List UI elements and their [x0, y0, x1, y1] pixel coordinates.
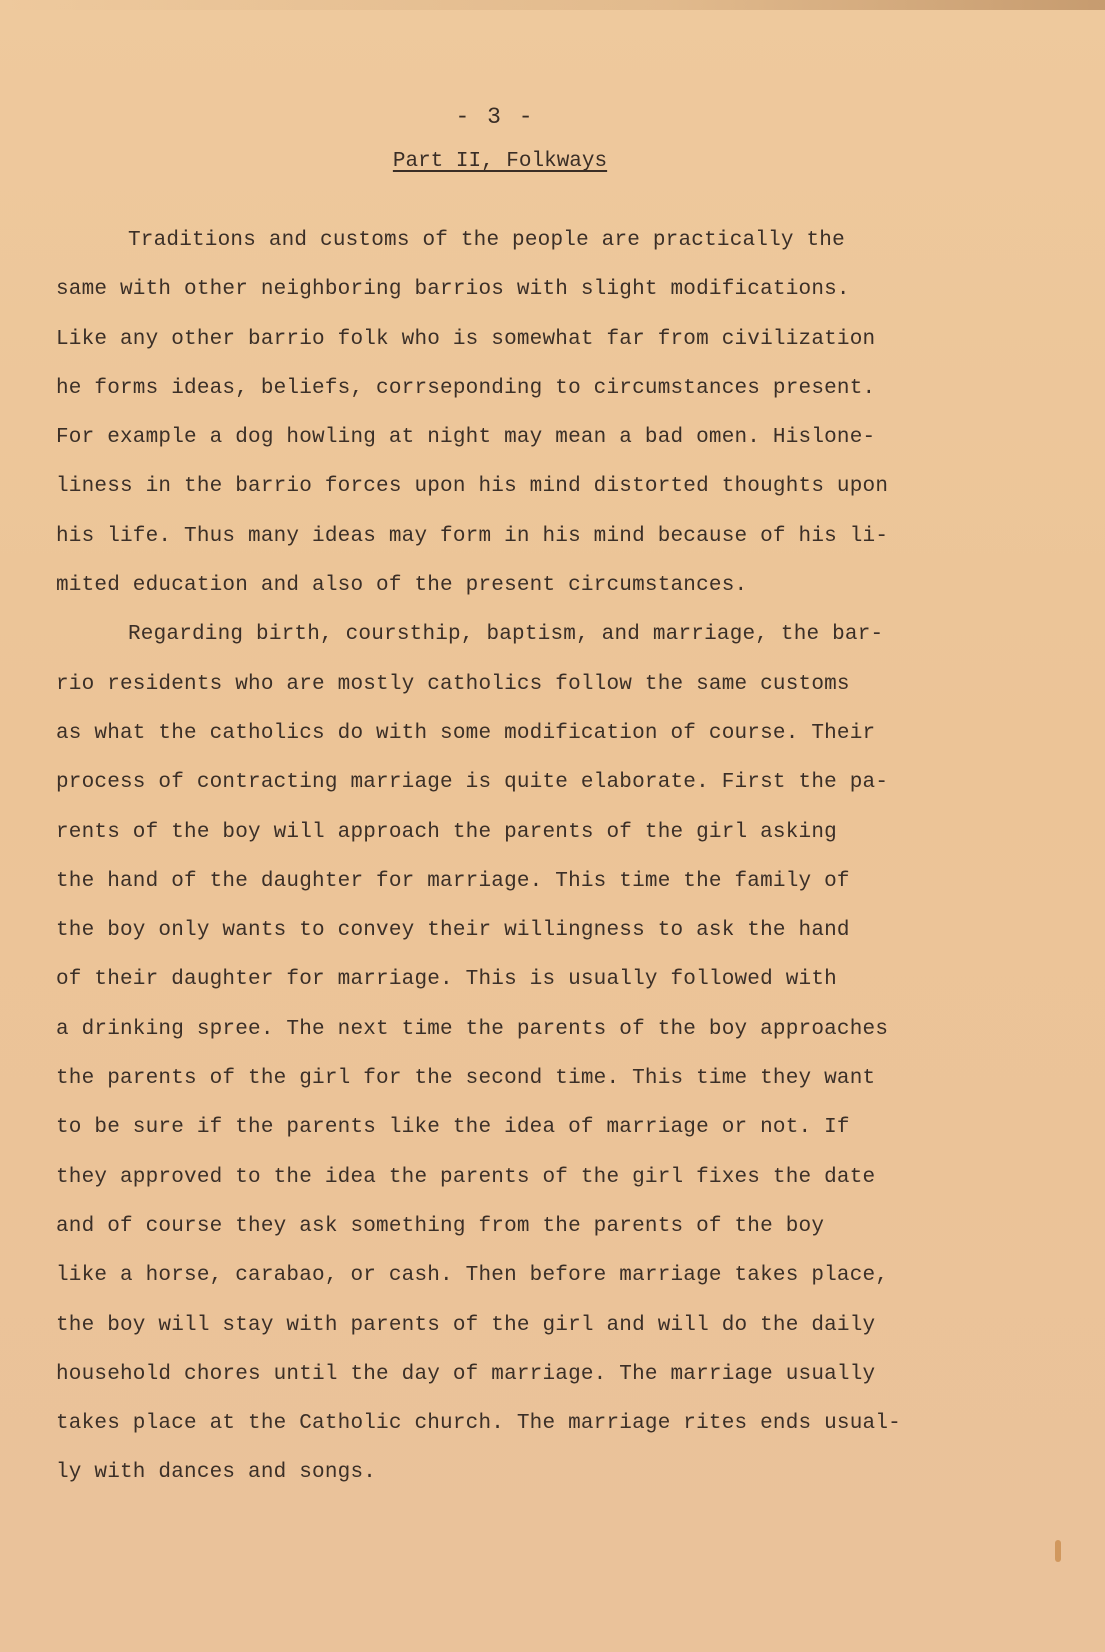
- text-line: For example a dog howling at night may mean a bad omen. Hislone-: [56, 426, 876, 450]
- paper-stain-mark: [1055, 1540, 1061, 1562]
- text-line: the parents of the girl for the second time. This time they want: [56, 1067, 876, 1091]
- section-heading: [320, 150, 680, 173]
- text-line: process of contracting marriage is quite elaborate. First the pa-: [56, 771, 889, 795]
- text-line: they approved to the idea the parents of the girl fixes the date: [56, 1165, 876, 1189]
- text-line: his life. Thus many ideas may form in his mind because of his li-: [56, 524, 889, 548]
- text-line: the boy will stay with parents of the girl and will do the daily: [56, 1313, 876, 1337]
- text-line: to be sure if the parents like the idea of marriage or not. If: [56, 1116, 850, 1140]
- text-line: household chores until the day of marriage. The marriage usually: [56, 1362, 876, 1386]
- body-text: [56, 216, 1056, 1498]
- text-line: rio residents who are mostly catholics follow the same customs: [56, 672, 850, 696]
- text-line: same with other neighboring barrios with slight modifications.: [56, 278, 850, 302]
- text-line: ly with dances and songs.: [56, 1461, 377, 1485]
- text-line: the hand of the daughter for marriage. This time the family of: [56, 869, 850, 893]
- paper-top-edge: [0, 0, 1105, 10]
- text-line: mited education and also of the present circumstances.: [56, 574, 748, 598]
- text-line: a drinking spree. The next time the parents of the boy approaches: [56, 1017, 889, 1041]
- text-line: takes place at the Catholic church. The marriage rites ends usual-: [56, 1412, 901, 1436]
- text-line: and of course they ask something from the parents of the boy: [56, 1214, 825, 1238]
- text-line: Regarding birth, coursthip, baptism, and marriage, the bar-: [128, 623, 884, 647]
- text-line: rents of the boy will approach the parents of the girl asking: [56, 820, 837, 844]
- text-line: liness in the barrio forces upon his mind distorted thoughts upon: [56, 475, 889, 499]
- paragraph-2: [56, 610, 1056, 1497]
- text-line: the boy only wants to convey their willingness to ask the hand: [56, 919, 850, 943]
- section-heading-text: Part II, Folkways: [392, 150, 608, 173]
- text-line: like a horse, carabao, or cash. Then before marriage takes place,: [56, 1264, 889, 1288]
- text-line: as what the catholics do with some modification of course. Their: [56, 721, 876, 745]
- text-line: Like any other barrio folk who is somewhat far from civilization: [56, 327, 876, 351]
- page-number: - 3 -: [455, 104, 535, 130]
- text-line: he forms ideas, beliefs, corrseponding to circumstances present.: [56, 376, 876, 400]
- text-line: Traditions and customs of the people are practically the: [128, 229, 845, 252]
- paragraph-1: [56, 216, 1056, 610]
- text-line: of their daughter for marriage. This is usually followed with: [56, 968, 837, 992]
